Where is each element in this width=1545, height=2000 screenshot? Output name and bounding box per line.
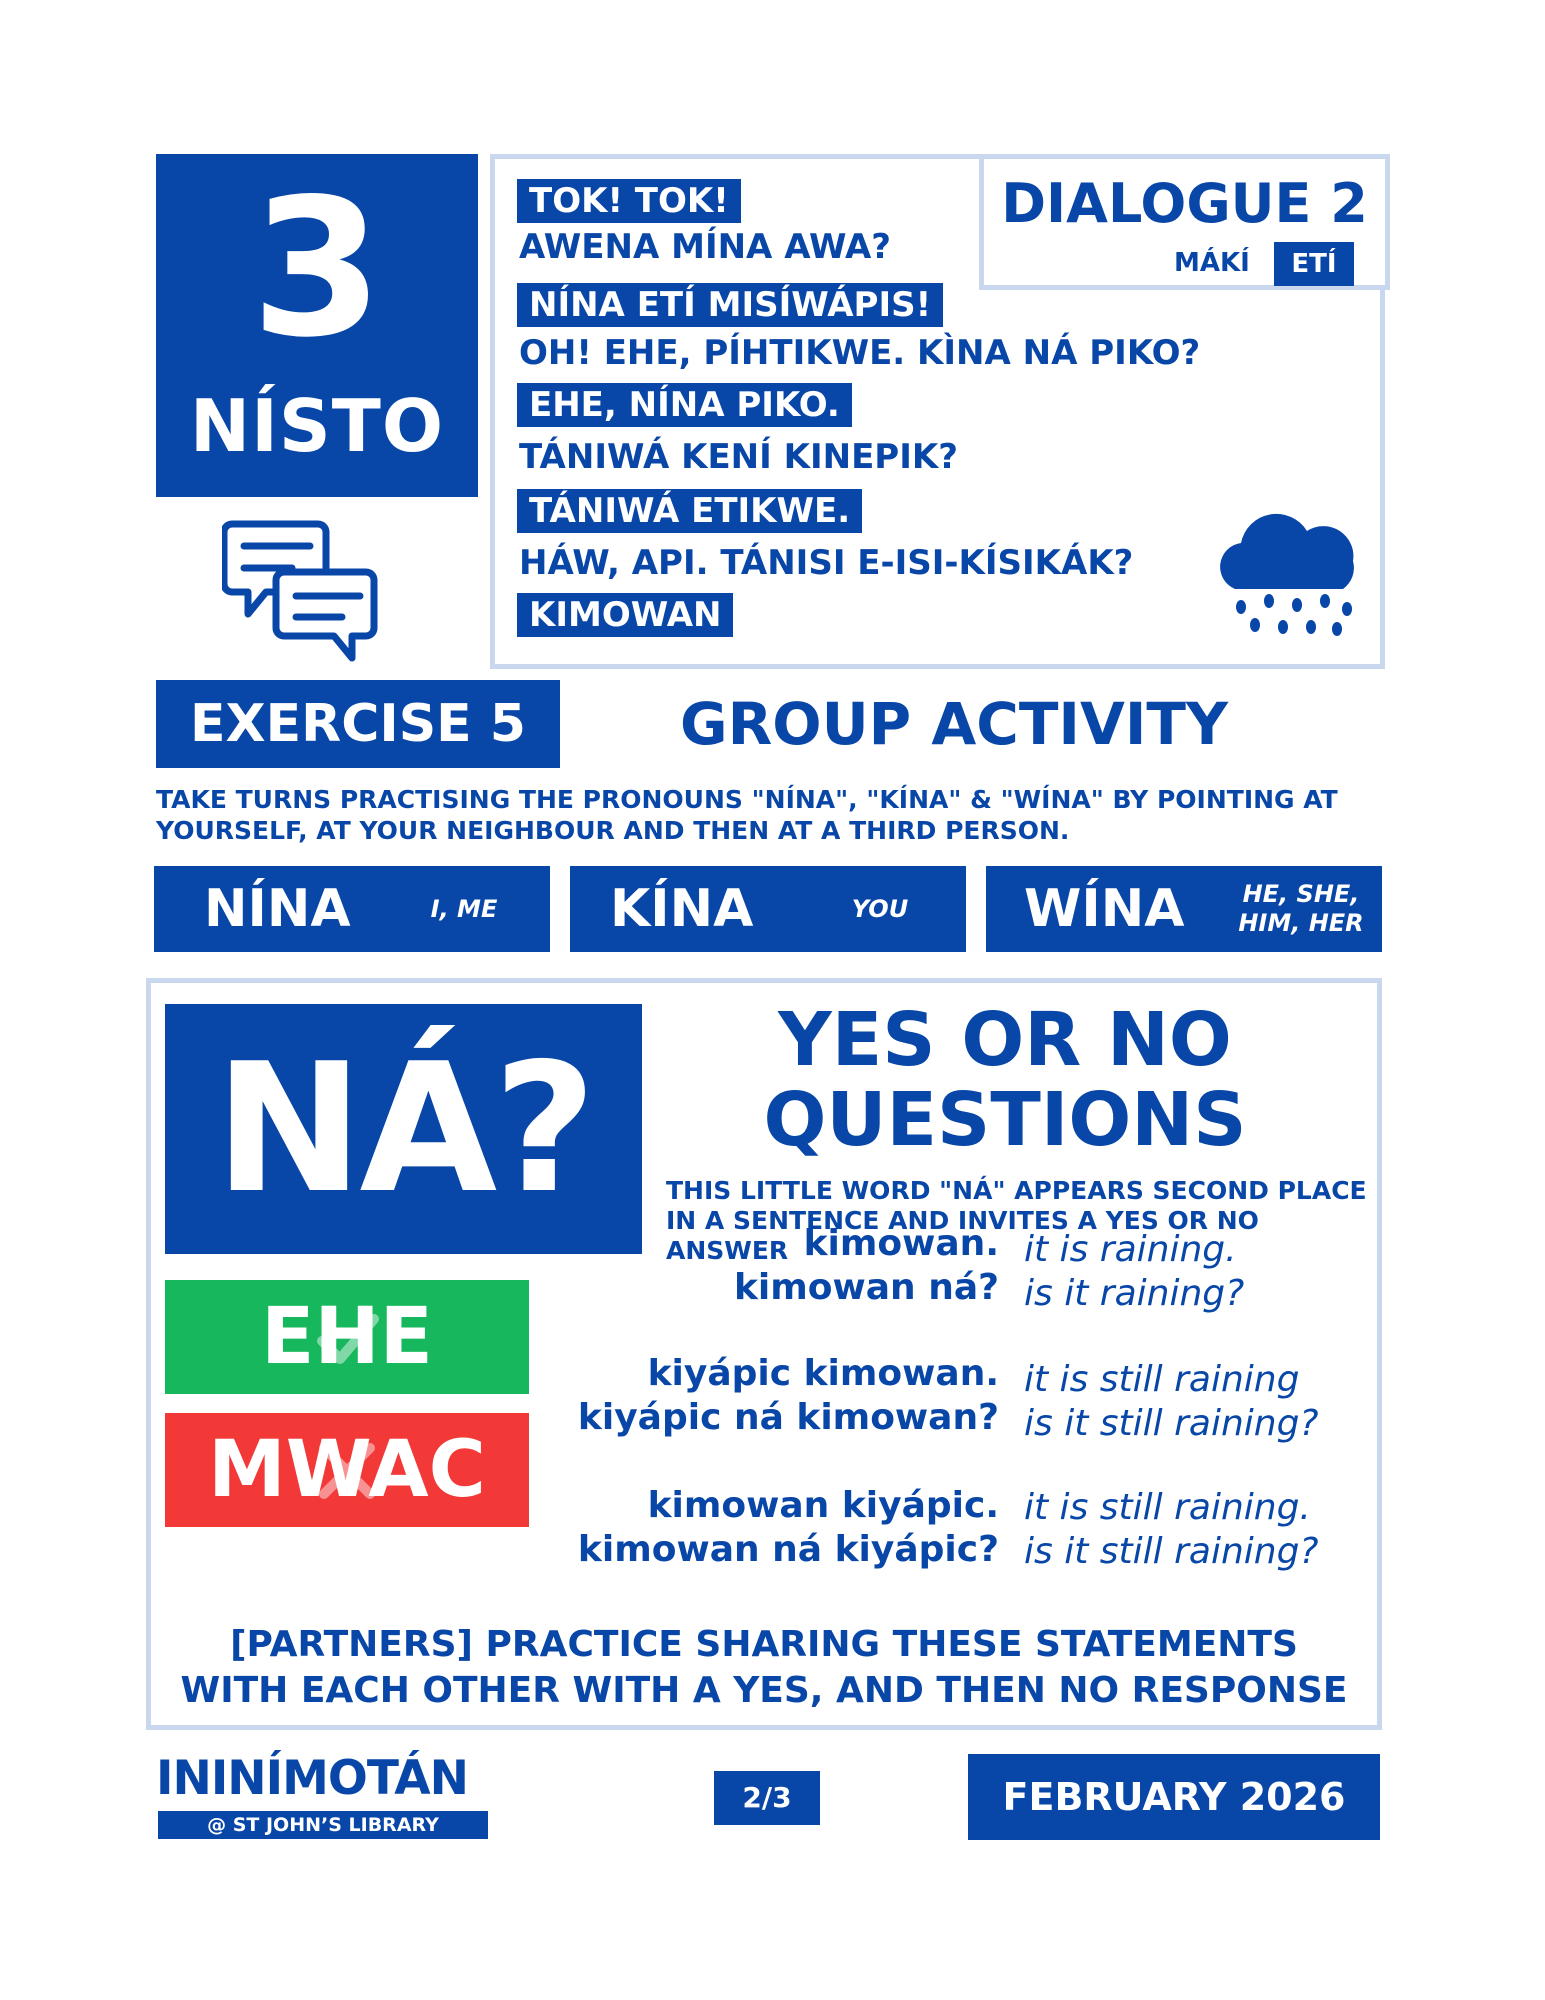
dialogue-line: TOK! TOK! [517,179,741,223]
dialogue-speaker-a: MÁKÍ [1174,248,1250,278]
chat-bubbles-icon [222,516,380,666]
footer-title: ININÍMOTÁN [156,1751,468,1806]
yes-answer-box [165,1280,529,1394]
yes-no-title [700,997,1310,1163]
date-badge: FEBRUARY 2026 [968,1754,1380,1840]
rain-cloud-icon [1217,501,1365,641]
no-word: MWAC [208,1425,486,1515]
exercise-label: EXERCISE 5 [156,680,560,768]
pronoun-card-wina [986,866,1382,952]
lesson-number-word: NÍSTO [189,384,445,468]
dialogue-line: AWENA MÍNA AWA? [519,227,892,267]
na-particle: NÁ? [214,1025,593,1232]
pronoun-card-nina [154,866,550,952]
na-particle-box [165,1004,642,1254]
example-source: kimowan ná? [733,1267,999,1308]
dialogue-line: NÍNA ETÍ MISÍWÁPIS! [517,283,943,327]
partners-instruction [146,1622,1382,1714]
example-translation: it is still raining [1024,1359,1300,1400]
example-source: kimowan. [803,1223,999,1264]
yes-no-title-line1: YES OR NO [778,997,1232,1083]
page-number: 2/3 [714,1771,820,1825]
example-source: kimowan ná kiyápic? [577,1529,999,1570]
example-source: kiyápic kimowan. [647,1353,999,1394]
no-answer-box [165,1413,529,1527]
yes-word: EHE [261,1292,433,1382]
example-source: kiyápic ná kimowan? [577,1397,999,1438]
example-translation: is it raining? [1024,1273,1245,1314]
yes-no-description: THIS LITTLE WORD "NÁ" APPEARS SECOND PLACE IN A SENTENCE AND INVITES A YES OR NO ANSWER [666,1176,1367,1265]
pronoun-gloss: I, ME [430,894,498,923]
example-translation: is it still raining? [1024,1531,1319,1572]
pronoun-word: WÍNA [1024,879,1185,939]
dialogue-line: EHE, NÍNA PIKO. [517,383,852,427]
exercise-instructions: TAKE TURNS PRACTISING THE PRONOUNS "NÍNA", "KÍNA" & "WÍNA" BY POINTING AT YOURSELF, AT YOUR NEIGHBOUR AND THEN AT A THIRD PERSON. [156,785,1338,845]
dialogue-line: TÁNIWÁ ETIKWE. [517,489,862,533]
dialogue-title: DIALOGUE 2 [1001,172,1368,235]
footer-subtitle: @ ST JOHN’S LIBRARY [158,1811,488,1839]
partners-line1: [PARTNERS] PRACTICE SHARING THESE STATEMENTS [230,1624,1298,1665]
partners-line2: WITH EACH OTHER WITH A YES, AND THEN NO RESPONSE [180,1670,1348,1711]
dialogue-panel [490,154,1385,669]
yes-no-title-line2: QUESTIONS [763,1077,1247,1163]
dialogue-line: TÁNIWÁ KENÍ KINEPIK? [519,437,958,477]
pronoun-gloss: YOU [851,894,909,923]
pronoun-word: KÍNA [610,879,754,939]
lesson-number: 3 [250,158,384,379]
dialogue-title-box [979,154,1390,290]
dialogue-speaker-b: ETÍ [1274,242,1354,286]
example-translation: it is raining. [1024,1229,1237,1270]
example-translation: it is still raining. [1024,1487,1311,1528]
dialogue-line: KIMOWAN [517,593,733,637]
dialogue-line: HÁW, API. TÁNISI E-ISI-KÍSIKÁK? [519,543,1134,583]
pronoun-gloss: HE, SHE, HIM, HER [1238,880,1364,937]
pronoun-card-kina [570,866,966,952]
pronoun-word: NÍNA [204,879,351,939]
lesson-number-block [156,154,478,497]
example-translation: is it still raining? [1024,1403,1319,1444]
dialogue-line: OH! EHE, PÍHTIKWE. KÌNA NÁ PIKO? [519,333,1201,373]
group-activity-heading: GROUP ACTIVITY [680,690,1228,758]
example-source: kimowan kiyápic. [647,1485,999,1526]
